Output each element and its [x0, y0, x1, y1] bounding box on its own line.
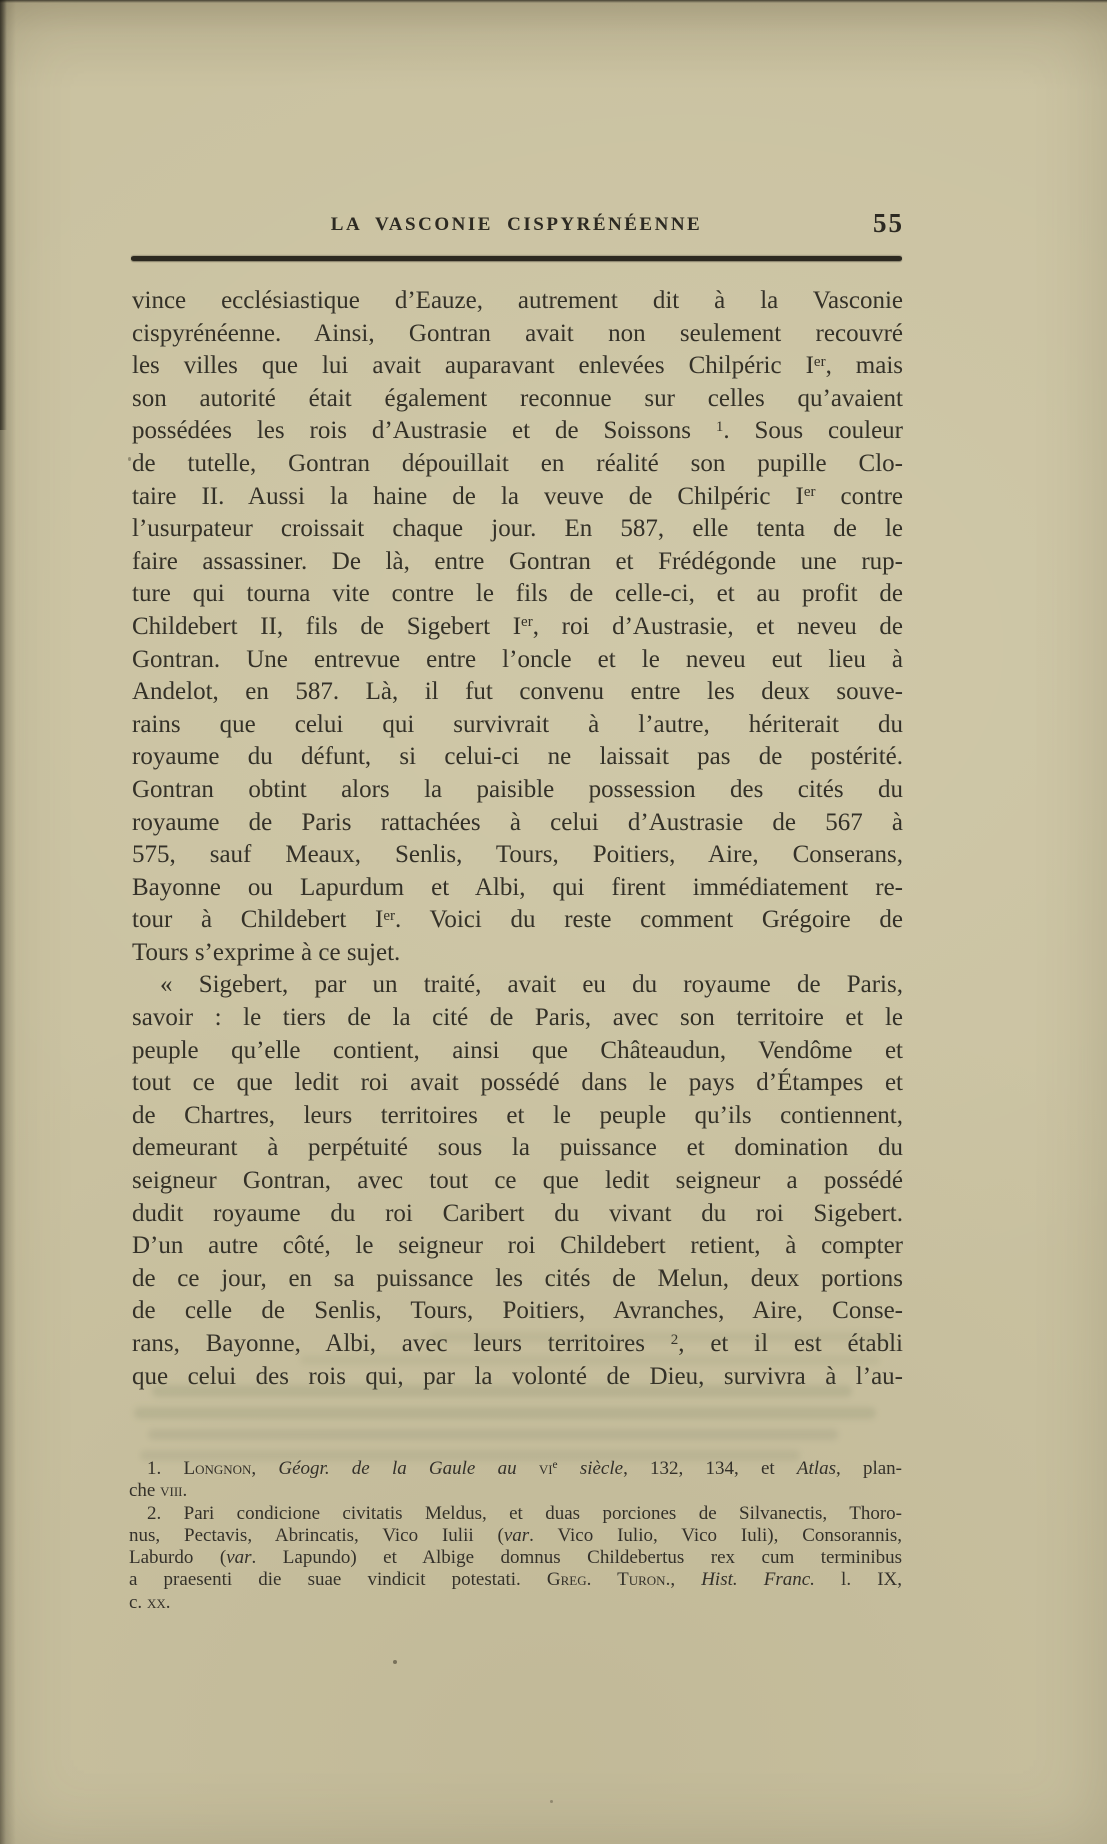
- body-line: Gontran. Une entrevue entre l’oncle et le neveu eut lieu à: [132, 645, 903, 673]
- body-line: royaume du défunt, si celui-ci ne laissait pas de postérité.: [132, 743, 903, 771]
- body-line: D’un autre côté, le seigneur roi Childebert retient, à compter: [132, 1232, 903, 1260]
- body-line: Gontran obtint alors la paisible possession des cités du: [132, 775, 903, 803]
- body-line: de tutelle, Gontran dépouillait en réalité son pupille Clo-: [132, 449, 903, 477]
- body-line: demeurant à perpétuité sous la puissance et domination du: [132, 1134, 903, 1162]
- footnote-line: nus, Pectavis, Abrincatis, Vico Iulii (var. Vico Iulio, Vico Iuli), Consorannis,: [129, 1524, 903, 1546]
- body-line: Tours s’exprime à ce sujet.: [132, 938, 401, 966]
- body-line: faire assassiner. De là, entre Gontran et Frédégonde une rup-: [132, 547, 903, 575]
- body-line: de Chartres, leurs territoires et le peuple qu’ils contiennent,: [132, 1101, 903, 1129]
- show-through-line: [152, 1385, 852, 1397]
- running-header: [131, 208, 904, 244]
- running-header-title: LA VASCONIE CISPYRÉNÉENNE: [330, 214, 703, 235]
- body-line: Childebert II, fils de Sigebert Ier, roi d’Austrasie, et neveu de: [132, 612, 903, 640]
- body-line: savoir : le tiers de la cité de Paris, avec son territoire et le: [132, 1004, 903, 1032]
- body-line: rains que celui qui survivrait à l’autre, hériterait du: [132, 710, 903, 738]
- body-line: dudit royaume du roi Caribert du vivant du roi Sigebert.: [132, 1199, 903, 1227]
- body-line: possédées les rois d’Austrasie et de Soissons $^1$. Sous couleur: [132, 417, 903, 445]
- scan-edge-left: [0, 0, 7, 430]
- show-through-line: [430, 1332, 890, 1342]
- show-through-line: [300, 1355, 880, 1365]
- body-line: vince ecclésiastique d’Eauze, autrement dit à la Vasconie: [132, 287, 903, 314]
- body-line: Andelot, en 587. Là, il fut convenu entre les deux souve-: [132, 678, 903, 706]
- body-line: les villes que lui avait auparavant enlevées Chilpéric Ier, mais: [132, 352, 904, 380]
- footnote-line: Laburdo (var. Lapundo) et Albige domnus Childebertus rex cum terminibus: [129, 1547, 902, 1569]
- paper-speck: [550, 1800, 553, 1803]
- body-line: ture qui tourna vite contre le fils de celle-ci, et au profit de: [132, 580, 903, 608]
- body-line: Bayonne ou Lapurdum et Albi, qui firent immédiatement re-: [132, 873, 903, 901]
- body-line: que celui des rois qui, par la volonté de Dieu, survivra à l’au-: [132, 1362, 903, 1390]
- footnotes: [129, 1458, 902, 1614]
- body-line: peuple qu’elle contient, ainsi que Châteaudun, Vendôme et: [132, 1036, 903, 1064]
- footnote-line: a praesenti die suae vindicit potestati. Greg. Turon., Hist. Franc. l. IX,: [129, 1569, 903, 1591]
- body-line: l’usurpateur croissait chaque jour. En 587, elle tenta de le: [132, 515, 903, 543]
- footnote-line: 1. Longnon, Géogr. de la Gaule au $vi^e$ siècle, 132, 134, et Atlas, plan-: [147, 1458, 902, 1479]
- footnote-line: c. xx.: [129, 1591, 171, 1613]
- body-line: tour à Childebert Ier. Voici du reste comment Grégoire de: [132, 906, 903, 934]
- show-through-line: [134, 1407, 876, 1419]
- body-line: royaume de Paris rattachées à celui d’Austrasie de 567 à: [132, 808, 903, 836]
- header-rule: [131, 256, 902, 261]
- body-line: « Sigebert, par un traité, avait eu du royaume de Paris,: [160, 971, 903, 999]
- body-line: rans, Bayonne, Albi, avec leurs territoires $^2$, et il est établi: [132, 1330, 903, 1357]
- body-line: de ce jour, en sa puissance les cités de Melun, deux portions: [132, 1264, 903, 1292]
- footnote-line: 2. Pari condicione civitatis Meldus, et duas porciones de Silvanectis, Thoro-: [147, 1502, 902, 1524]
- show-through-line: [148, 1429, 838, 1440]
- body-text: [132, 285, 903, 1393]
- body-line: tout ce que ledit roi avait possédé dans le pays d’Étampes et: [132, 1069, 903, 1097]
- body-line: taire II. Aussi la haine de la veuve de Chilpéric Ier contre: [132, 482, 903, 510]
- scan-edge-top: [0, 0, 1107, 3]
- page-number: 55: [873, 208, 904, 238]
- body-line: de celle de Senlis, Tours, Poitiers, Avranches, Aire, Conse-: [132, 1297, 903, 1325]
- body-line: seigneur Gontran, avec tout ce que ledit seigneur a possédé: [132, 1167, 903, 1195]
- paper-speck: [128, 457, 131, 461]
- footnote-line: che viii.: [129, 1480, 188, 1502]
- body-line: cispyrénéenne. Ainsi, Gontran avait non seulement recouvré: [132, 319, 903, 347]
- body-line: 575, sauf Meaux, Senlis, Tours, Poitiers, Aire, Conserans,: [132, 841, 903, 869]
- body-line: son autorité était également reconnue sur celles qu’avaient: [132, 384, 903, 412]
- paper-speck: [393, 1660, 397, 1664]
